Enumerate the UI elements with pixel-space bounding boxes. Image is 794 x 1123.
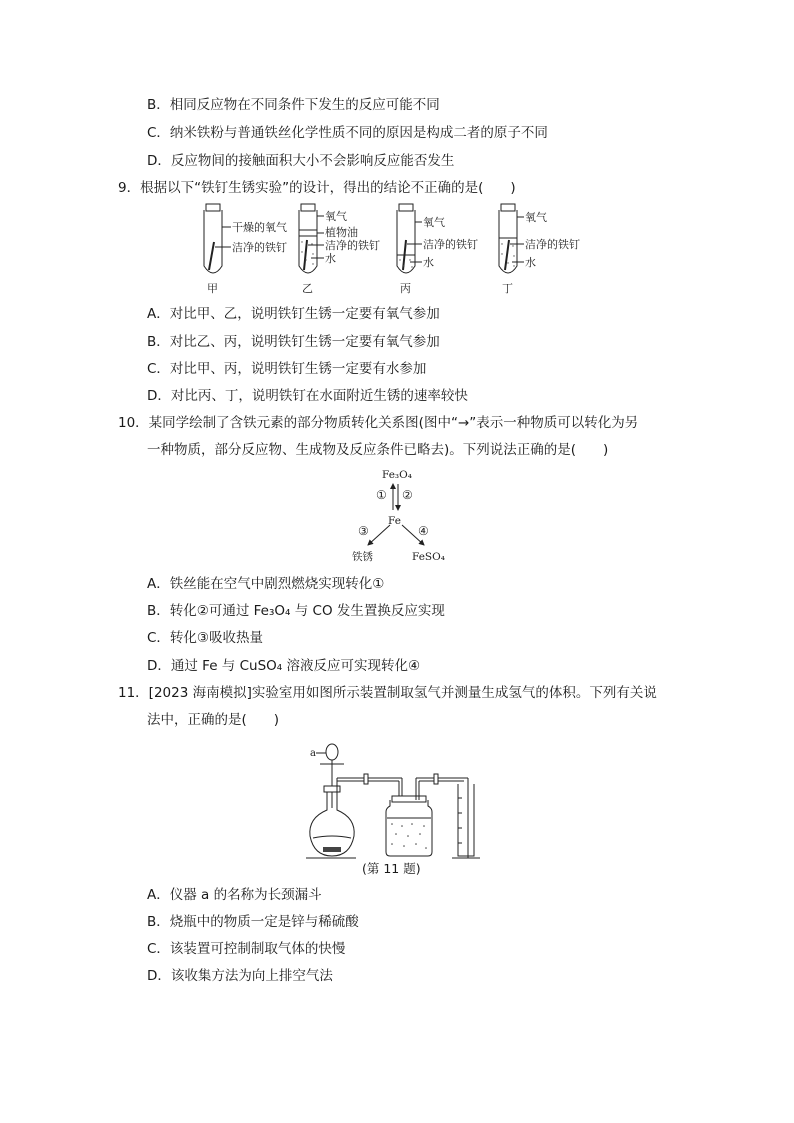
q9-option-b: B．对比乙、丙，说明铁钉生锈一定要有氧气参加: [147, 334, 440, 350]
q8-option-c: C．纳米铁粉与普通铁丝化学性质不同的原因是构成二者的原子不同: [147, 125, 548, 141]
q10-iron-conversion-diagram: [346, 464, 456, 566]
yi-label-water: 水: [325, 252, 336, 265]
tube-label-bing: 丙: [400, 282, 411, 295]
node-fe: Fe: [388, 515, 401, 527]
q10-stem-line1: 10．某同学绘制了含铁元素的部分物质转化关系图(图中“→”表示一种物质可以转化为另: [118, 415, 639, 431]
q10-option-b: B．转化②可通过 Fe₃O₄ 与 CO 发生置换反应实现: [147, 603, 445, 619]
yi-label-nail: 洁净的铁钉: [325, 239, 380, 252]
bing-label-water: 水: [423, 256, 434, 269]
jia-label-oxygen: 干燥的氧气: [232, 221, 287, 234]
tube-label-ding: 丁: [502, 282, 513, 295]
q10-option-d: D．通过 Fe 与 CuSO₄ 溶液反应可实现转化④: [147, 658, 421, 674]
q11-stem-line2: 法中，正确的是( ): [147, 712, 280, 728]
label-a: a: [310, 748, 316, 759]
jia-label-nail: 洁净的铁钉: [232, 241, 287, 254]
arrow-label-1: ①: [376, 488, 387, 502]
ding-label-water: 水: [525, 256, 536, 269]
bing-label-nail: 洁净的铁钉: [423, 238, 478, 251]
q11-figure-caption: (第 11 题): [362, 861, 421, 876]
bing-label-oxygen: 氧气: [423, 216, 445, 229]
q9-option-c: C．对比甲、丙，说明铁钉生锈一定要有水参加: [147, 361, 427, 377]
node-feso4: FeSO₄: [412, 551, 445, 563]
arrow-label-3: ③: [358, 524, 369, 538]
q10-stem-line2: 一种物质，部分反应物、生成物及反应条件已略去)。下列说法正确的是( ): [147, 442, 609, 458]
q11-option-d: D．该收集方法为向上排空气法: [147, 968, 333, 984]
q11-option-c: C．该装置可控制制取气体的快慢: [147, 941, 346, 957]
ding-label-oxygen: 氧气: [525, 211, 547, 224]
q9-test-tubes-figure: [196, 200, 606, 296]
q8-option-b: B．相同反应物在不同条件下发生的反应可能不同: [147, 97, 440, 113]
node-rust: 铁锈: [352, 551, 373, 563]
q9-stem: 9．根据以下“铁钉生锈实验”的设计，得出的结论不正确的是( ): [118, 180, 516, 196]
arrow-label-4: ④: [418, 524, 429, 538]
q8-option-d: D．反应物间的接触面积大小不会影响反应能否发生: [147, 153, 455, 169]
q9-option-d: D．对比丙、丁，说明铁钉在水面附近生锈的速率较快: [147, 388, 468, 404]
yi-label-oil: 植物油: [325, 226, 358, 239]
q10-option-a: A．铁丝能在空气中剧烈燃烧实现转化①: [147, 576, 385, 592]
q11-stem-line1: 11．[2023 海南模拟]实验室用如图所示装置制取氢气并测量生成氢气的体积。下列有关说: [118, 685, 657, 701]
q9-option-a: A．对比甲、乙，说明铁钉生锈一定要有氧气参加: [147, 306, 440, 322]
q11-hydrogen-apparatus-figure: [306, 738, 488, 874]
q10-option-c: C．转化③吸收热量: [147, 630, 264, 646]
yi-label-oxygen: 氧气: [325, 210, 347, 223]
tube-label-yi: 乙: [302, 282, 313, 295]
q11-option-b: B．烧瓶中的物质一定是锌与稀硫酸: [147, 914, 359, 930]
arrow-label-2: ②: [402, 488, 413, 502]
node-fe3o4: Fe₃O₄: [382, 469, 412, 481]
q11-option-a: A．仪器 a 的名称为长颈漏斗: [147, 887, 322, 903]
ding-label-nail: 洁净的铁钉: [525, 238, 580, 251]
tube-label-jia: 甲: [207, 282, 218, 295]
